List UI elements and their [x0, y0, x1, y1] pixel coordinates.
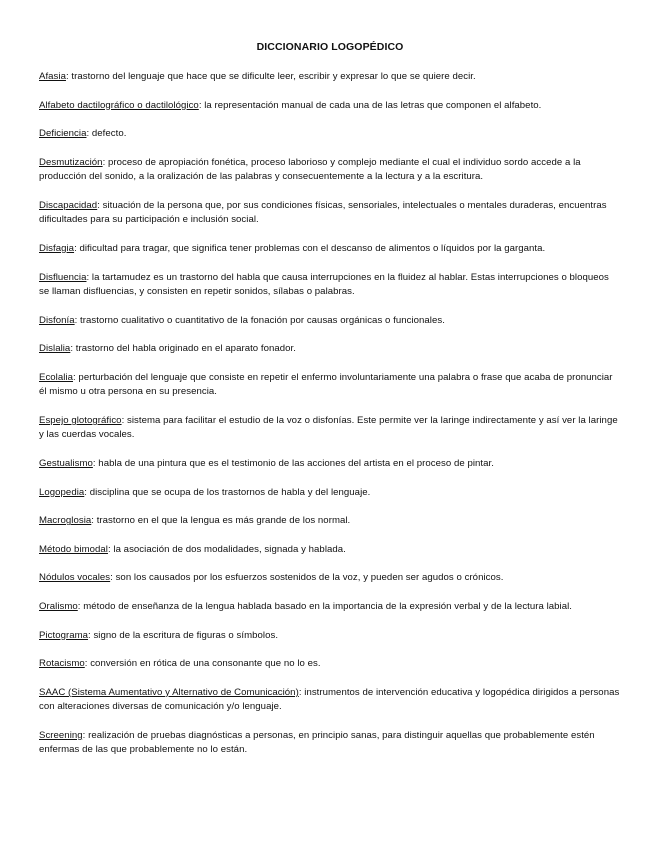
- glossary-definition: : la asociación de dos modalidades, signada y hablada.: [107, 543, 346, 555]
- glossary-term: Espejo glotográfico: [39, 414, 122, 426]
- glossary-entry: [39, 686, 621, 715]
- glossary-term: Macroglosia: [39, 515, 92, 527]
- glossary-term: Gestualismo: [39, 458, 93, 470]
- glossary-term: Rotacismo: [39, 658, 85, 670]
- glossary-term: Pictograma: [39, 629, 89, 641]
- glossary-entry: [39, 271, 621, 300]
- glossary-definition: : sistema para facilitar el estudio de la voz o disfonías. Este permite ver la laringe indirectamente y así ver la laringe y las cuerdas vocales.: [39, 414, 618, 441]
- glossary-definition: : proceso de apropiación fonética, proceso laborioso y complejo mediante el cual el individuo sordo accede a la producción del sonido, a la oralización de las palabras y consecuentemente a la lectura y a la escritura.: [39, 156, 581, 183]
- glossary-definition: : trastorno del lenguaje que hace que se dificulte leer, escribir y expresar lo que se quiere decir.: [65, 71, 476, 82]
- glossary-definition: : situación de la persona que, por sus condiciones físicas, sensoriales, intelectuales o mentales duraderas, encuentras dificultades para su participación e inclusión social.: [39, 199, 607, 226]
- glossary-definition: : método de enseñanza de la lengua hablada basado en la importancia de la expresión verbal y de la lectura labial.: [77, 601, 573, 612]
- glossary-entry: [39, 657, 621, 672]
- glossary-term: Alfabeto dactilográfico o dactilológico: [39, 99, 199, 111]
- glossary-entry: [39, 371, 621, 400]
- glossary-definition: : instrumentos de intervención educativa y logopédica dirigidos a personas con alteraciones diversas de comunicación y/o lenguaje.: [39, 686, 620, 713]
- glossary-definition: : trastorno en el que la lengua es más grande de los normal.: [91, 515, 351, 527]
- glossary-definition: : trastorno del habla originado en el aparato fonador.: [70, 343, 296, 355]
- glossary-list: [39, 70, 621, 758]
- glossary-definition: : la tartamudez es un trastorno del habla que causa interrupciones en la fluidez al hablar. Estas interrupciones o bloqueos se llaman disfluencias, y consisten en repetir sonidos, sílabas o palabras.: [39, 271, 609, 298]
- glossary-term: Disfluencia: [39, 271, 87, 283]
- glossary-entry: [39, 314, 621, 329]
- glossary-entry: [39, 729, 621, 758]
- glossary-definition: : realización de pruebas diagnósticas a personas, en principio sanas, para distinguir aquellas que probablemente estén enfermas de las que probablemente no lo están.: [39, 729, 595, 756]
- glossary-entry: [39, 629, 621, 644]
- glossary-definition: : trastorno cualitativo o cuantitativo de la fonación por causas orgánicas o funcionales.: [74, 314, 445, 326]
- glossary-entry: [39, 600, 621, 615]
- glossary-entry: [39, 486, 621, 501]
- glossary-definition: : son los causados por los esfuerzos sostenidos de la voz, y pueden ser agudos o crónicos.: [110, 572, 504, 584]
- glossary-entry: [39, 199, 621, 228]
- glossary-term: SAAC (Sistema Aumentativo y Alternativo de Comunicación): [39, 686, 299, 698]
- glossary-term: Discapacidad: [39, 199, 98, 211]
- page-title: DICCIONARIO LOGOPÉDICO: [256, 41, 404, 53]
- glossary-term: Disfonía: [39, 314, 75, 326]
- glossary-definition: : conversión en rótica de una consonante que no lo es.: [84, 658, 321, 670]
- glossary-definition: : defecto.: [86, 128, 127, 140]
- glossary-term: Oralismo: [39, 601, 78, 612]
- glossary-entry: [39, 514, 621, 529]
- glossary-term: Nódulos vocales: [39, 572, 111, 584]
- glossary-definition: : dificultad para tragar, que significa tener problemas con el descanso de alimentos o líquidos por la garganta.: [74, 242, 546, 254]
- glossary-entry: [39, 457, 621, 472]
- glossary-definition: : perturbación del lenguaje que consiste en repetir el enfermo involuntariamente una palabra o frase que acaba de pronunciar él mismo u otra persona en su presencia.: [39, 371, 613, 398]
- glossary-term: Método bimodal: [39, 543, 108, 555]
- glossary-entry: [39, 543, 621, 558]
- glossary-entry: [39, 342, 621, 357]
- glossary-term: Screening: [39, 729, 83, 741]
- glossary-term: Dislalia: [39, 343, 71, 355]
- glossary-entry: [39, 156, 621, 185]
- glossary-term: Ecolalia: [39, 371, 73, 383]
- glossary-entry: [39, 127, 621, 142]
- glossary-entry: [39, 99, 621, 114]
- glossary-definition: : habla de una pintura que es el testimonio de las acciones del artista en el proceso de pintar.: [92, 458, 494, 470]
- glossary-term: Logopedia: [39, 486, 85, 498]
- glossary-term: Desmutización: [39, 156, 103, 168]
- glossary-definition: : disciplina que se ocupa de los trastornos de habla y del lenguaje.: [84, 486, 371, 498]
- glossary-term: Deficiencia: [39, 128, 87, 140]
- glossary-definition: : la representación manual de cada una de las letras que componen el alfabeto.: [198, 99, 542, 111]
- glossary-entry: [39, 571, 621, 586]
- glossary-term: Afasia: [39, 71, 66, 82]
- glossary-entry: [39, 414, 621, 443]
- glossary-definition: : signo de la escritura de figuras o símbolos.: [88, 629, 279, 641]
- glossary-entry: [39, 70, 621, 85]
- glossary-entry: [39, 242, 621, 257]
- glossary-term: Disfagia: [39, 242, 75, 254]
